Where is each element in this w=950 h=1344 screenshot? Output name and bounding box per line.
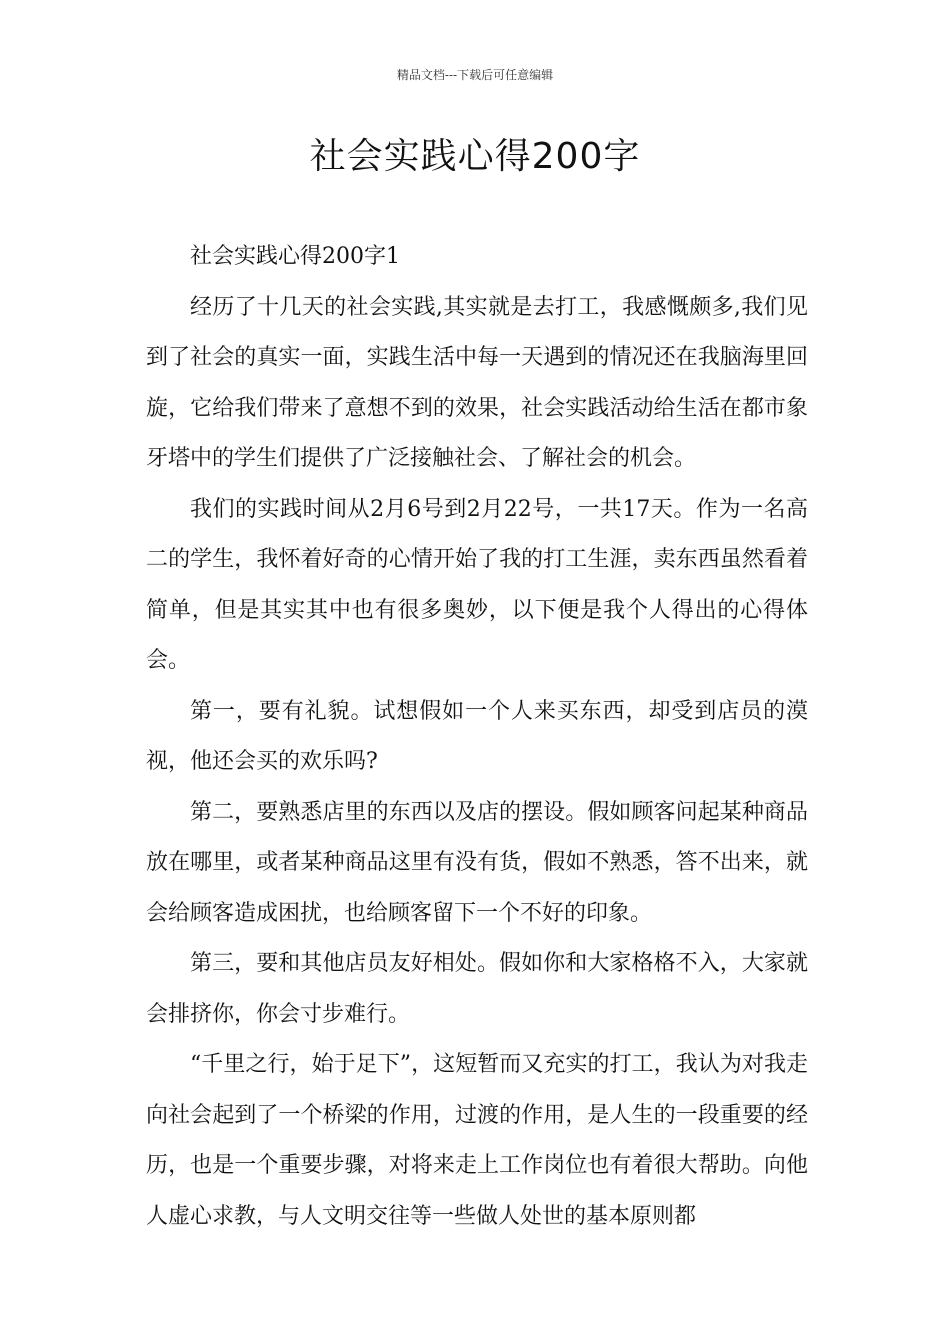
paragraph: 我们的实践时间从2月6号到2月22号，一共17天。作为一名高二的学生，我怀着好奇的心情开始了我的打工生涯，卖东西虽然看着简单，但是其实其中也有很多奥妙，以下便是我个人得出的心得体会。	[146, 496, 808, 673]
section-heading: 社会实践心得200字1	[190, 244, 400, 269]
header-note: 精品文档---下载后可任意编辑	[396, 68, 554, 82]
paragraph: 经历了十几天的社会实践,其实就是去打工，我感慨颇多,我们见到了社会的真实一面，实践生活中每一天遇到的情况还在我脑海里回旋，它给我们带来了意想不到的效果，社会实践活动给生活在都市象牙塔中的学生们提供了广泛接触社会、了解社会的机会。	[146, 294, 808, 471]
document-body	[146, 232, 808, 1242]
document-title: 社会实践心得200字	[309, 136, 641, 177]
paragraph: 第二，要熟悉店里的东西以及店的摆设。假如顾客问起某种商品放在哪里，或者某种商品这里有没有货，假如不熟悉，答不出来，就会给顾客造成困扰，也给顾客留下一个不好的印象。	[146, 799, 808, 926]
paragraph: 第三，要和其他店员友好相处。假如你和大家格格不入，大家就会排挤你，你会寸步难行。	[146, 951, 808, 1027]
paragraph: 第一，要有礼貌。试想假如一个人来买东西，却受到店员的漠视，他还会买的欢乐吗?	[146, 698, 808, 774]
paragraph: “千里之行，始于足下”，这短暂而又充实的打工，我认为对我走向社会起到了一个桥梁的作用，过渡的作用，是人生的一段重要的经历，也是一个重要步骤，对将来走上工作岗位也有着很大帮助。向他人虚心求教，与人文明交往等一些做人处世的基本原则都	[146, 1052, 808, 1229]
